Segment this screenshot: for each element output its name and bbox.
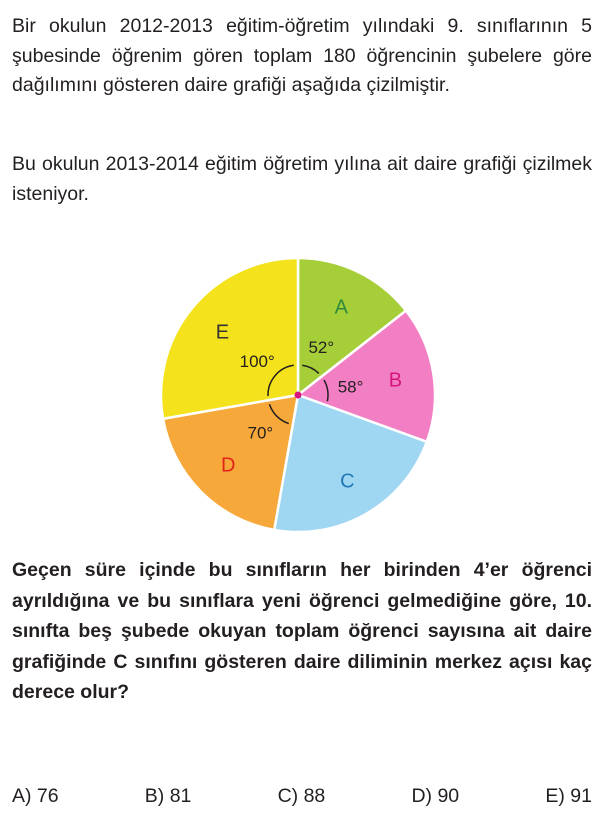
slice-label-a: A [334,296,348,319]
choice-c[interactable]: C) 88 [277,785,326,807]
pie-center-dot [295,392,302,399]
slice-label-b: B [388,369,403,392]
slice-label-e: E [215,321,230,344]
choice-a[interactable]: A) 76 [12,785,59,807]
slice-label-c: C [340,470,355,493]
pie-slice-e [161,258,298,419]
intro-paragraph: Bir okulun 2012-2013 eğitim-öğretim yılındaki 9. sınıflarının 5 şubesinde öğrenim gören toplam 180 öğrencinin şubelere göre dağılımını gösteren daire grafiği aşağıda çizilmiştir. [12,15,592,96]
answer-choices [12,785,592,808]
choice-b[interactable]: B) 81 [144,785,192,807]
angle-label-d: 70° [247,423,274,443]
pie-chart [140,240,460,550]
angle-label-a: 52° [308,338,335,358]
choice-d[interactable]: D) 90 [411,785,460,807]
angle-label-e: 100° [239,351,275,371]
choice-e[interactable]: E) 91 [545,785,592,807]
angle-label-b: 58° [337,377,364,397]
context-paragraph: Bu okulun 2013-2014 eğitim öğretim yılına ait daire grafiği çizilmek isteniyor. [12,153,592,205]
slice-label-d: D [221,454,236,477]
question-text: Geçen süre içinde bu sınıfların her birinden 4’er öğrenci ayrıldığına ve bu sınıflara yeni öğrenci gelmediğine göre, 10. sınıfta beş şubede okuyan toplam öğrenci sayısına ait daire grafiğinde C sınıfını gösteren daire diliminin merkez açısı kaç derece olur? [12,559,592,703]
